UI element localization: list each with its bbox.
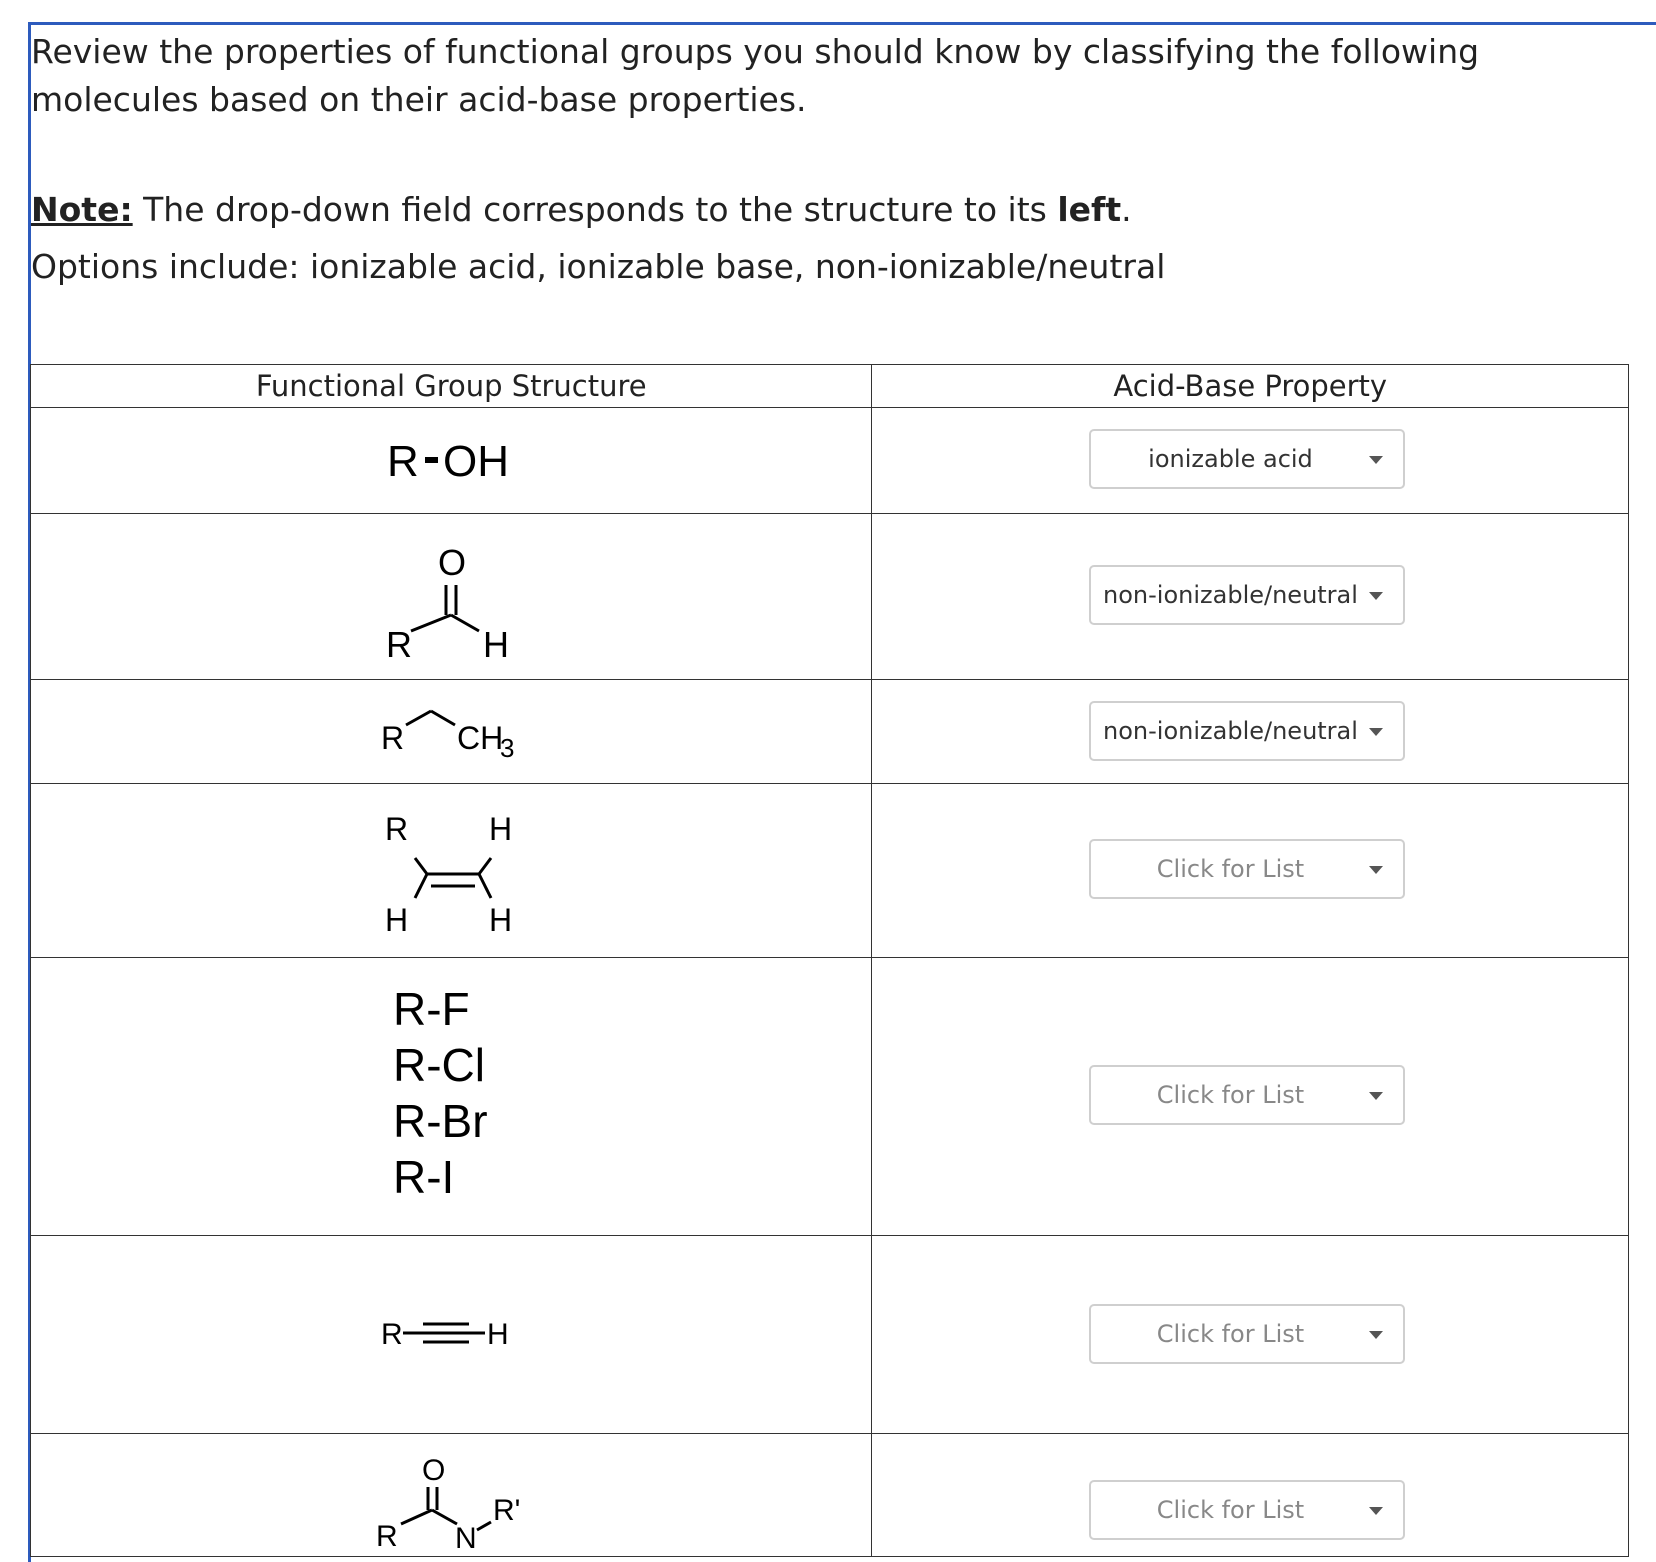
- chevron-down-icon: [1369, 866, 1383, 874]
- alkyne-r: R: [381, 1317, 403, 1351]
- options-line: Options include: ionizable acid, ionizable base, non-ionizable/neutral: [31, 247, 1166, 286]
- note-text: The drop-down field corresponds to the structure to its: [132, 190, 1058, 229]
- halide-br: R-Br: [393, 1094, 488, 1147]
- amide-r: R: [376, 1520, 398, 1552]
- property-dropdown-2[interactable]: [1089, 565, 1405, 625]
- property-dropdown-6[interactable]: [1089, 1304, 1405, 1364]
- halide-cl: R-Cl: [393, 1038, 486, 1091]
- chevron-down-icon: [1369, 592, 1383, 600]
- alcohol-r: R: [387, 436, 420, 486]
- structure-cell: [31, 784, 872, 958]
- dropdown-value: ionizable acid: [1148, 445, 1313, 473]
- header-property: Acid-Base Property: [872, 365, 1629, 408]
- note-bold-word: left: [1057, 190, 1122, 229]
- amide-r-prime: R': [493, 1494, 521, 1527]
- halide-i: R-I: [393, 1150, 455, 1203]
- note-line: [31, 190, 1132, 229]
- note-label: Note:: [31, 190, 133, 229]
- table-header-row: [31, 365, 1629, 408]
- structure-cell: [31, 1434, 872, 1557]
- alkane-structure: [351, 695, 551, 765]
- table-row: [31, 1434, 1629, 1557]
- alkene-h2: H: [385, 901, 409, 938]
- alkene-h1: H: [489, 810, 513, 847]
- property-cell: [872, 1236, 1629, 1434]
- structure-cell: [31, 1236, 872, 1434]
- property-cell: [872, 958, 1629, 1236]
- dropdown-value: non-ionizable/neutral: [1103, 717, 1358, 745]
- classification-table: [30, 364, 1629, 1557]
- alkyne-structure: [351, 1298, 551, 1368]
- table-row: [31, 408, 1629, 514]
- chevron-down-icon: [1369, 1507, 1383, 1515]
- amide-n: N: [455, 1522, 477, 1552]
- structure-cell: [31, 514, 872, 680]
- table-row: [31, 514, 1629, 680]
- alkyne-h: H: [487, 1317, 509, 1351]
- dropdown-placeholder: Click for List: [1156, 1320, 1305, 1348]
- property-dropdown-5[interactable]: [1089, 1065, 1405, 1125]
- alcohol-oh: OH: [443, 436, 510, 486]
- header-structure: Functional Group Structure: [31, 365, 872, 408]
- property-cell: [872, 1434, 1629, 1557]
- structure-cell: [31, 680, 872, 784]
- table-row: [31, 958, 1629, 1236]
- alkene-r: R: [385, 810, 409, 847]
- property-cell: [872, 784, 1629, 958]
- dropdown-placeholder: Click for List: [1156, 1496, 1305, 1524]
- halides-structure: [351, 975, 551, 1215]
- question-intro: Review the properties of functional groups you should know by classifying the following molecules based on their acid-base properties.: [31, 32, 1480, 119]
- chevron-down-icon: [1369, 456, 1383, 464]
- alkane-sub: 3: [500, 732, 515, 763]
- aldehyde-r: R: [386, 623, 413, 665]
- alkene-structure: [351, 794, 551, 944]
- chevron-down-icon: [1369, 728, 1383, 736]
- dropdown-placeholder: Click for List: [1156, 855, 1305, 883]
- property-cell: [872, 514, 1629, 680]
- structure-cell: [31, 958, 872, 1236]
- alkane-ch: CH: [457, 719, 504, 756]
- halide-f: R-F: [393, 982, 470, 1035]
- amide-structure: [351, 1442, 551, 1552]
- alkene-h3: H: [489, 901, 513, 938]
- aldehyde-o: O: [438, 541, 467, 583]
- property-cell: [872, 408, 1629, 514]
- structure-cell: [31, 408, 872, 514]
- property-cell: [872, 680, 1629, 784]
- table-row: [31, 1236, 1629, 1434]
- property-dropdown-4[interactable]: [1089, 839, 1405, 899]
- alcohol-structure: [351, 424, 551, 494]
- property-dropdown-3[interactable]: [1089, 701, 1405, 761]
- property-dropdown-1[interactable]: [1089, 429, 1405, 489]
- chevron-down-icon: [1369, 1092, 1383, 1100]
- table-row: [31, 784, 1629, 958]
- amide-o: O: [422, 1454, 446, 1487]
- aldehyde-structure: [351, 525, 551, 665]
- property-dropdown-7[interactable]: [1089, 1480, 1405, 1540]
- chevron-down-icon: [1369, 1331, 1383, 1339]
- note-text-end: .: [1121, 190, 1132, 229]
- table-row: [31, 680, 1629, 784]
- aldehyde-h: H: [483, 623, 510, 665]
- alkane-r: R: [381, 719, 405, 756]
- dropdown-value: non-ionizable/neutral: [1103, 581, 1358, 609]
- dropdown-placeholder: Click for List: [1156, 1081, 1305, 1109]
